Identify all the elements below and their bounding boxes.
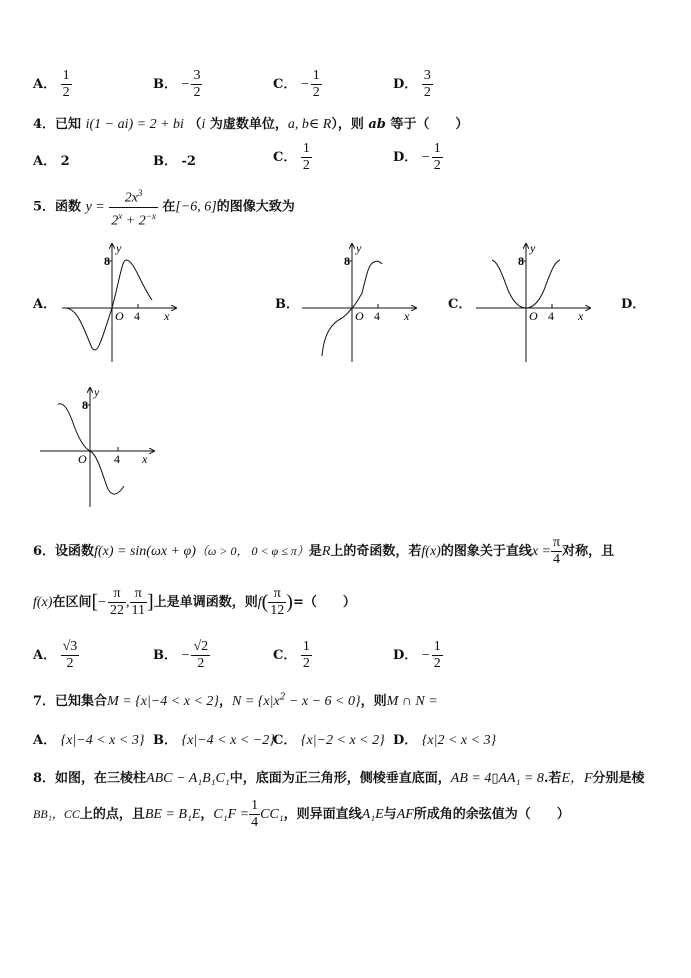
question-4-stem: 4．已知 i(1 − ai) = 2 + bi （i 为虚数单位，a, b∈ R），则 ab 等于（ ） <box>33 117 469 132</box>
svg-text:O: O <box>355 309 364 323</box>
svg-text:x: x <box>404 309 410 323</box>
q7-option-a: A． {x|−4 < x < 3} <box>33 733 145 748</box>
fraction: $\frac{1}{2}$ <box>302 639 310 671</box>
fraction: $\frac{\pi}{22}$ <box>110 586 125 618</box>
svg-text:y: y <box>356 241 362 255</box>
q3-option-d <box>393 68 433 101</box>
fraction: $\frac{1}{2}$ <box>433 141 441 173</box>
svg-text:O: O <box>529 309 538 323</box>
q6-option-c: C． $\frac{1}{2}$ <box>273 639 310 671</box>
q6-option-d: D． − $\frac{1}{2}$ <box>393 639 441 671</box>
question-6-stem-line2: f(x)在区间[− $\frac{\pi}{22}$ , $\frac{\pi}{11}$ ]上是单调函数，则f( $\frac{\pi}{12}$ )=（ ） <box>33 586 356 618</box>
q4-option-a: A． 2 <box>33 154 70 169</box>
q5-label-c: C． <box>448 297 472 312</box>
graph-c <box>474 238 599 366</box>
svg-text:y: y <box>530 241 536 255</box>
graph-a <box>60 238 185 366</box>
question-6-stem-line1: 6．设函数f(x) = sin(ωx + φ)（ω > 0， 0 < φ ≤ π）是R上的奇函数，若f(x)的图象关于直线x = $\frac{\pi}{4}$ 对称，且 <box>33 535 615 567</box>
svg-text:y: y <box>94 385 100 399</box>
curve <box>65 260 152 350</box>
svg-text:x: x <box>164 309 170 323</box>
svg-text:4: 4 <box>134 309 140 323</box>
q4-option-c: C． $\frac{1}{2}$ <box>273 141 310 173</box>
q4-option-d: D． − $\frac{1}{2}$ <box>393 141 441 173</box>
fraction: $\frac{√2}{2}$ <box>193 639 209 671</box>
svg-text:8: 8 <box>518 254 524 268</box>
svg-text:4: 4 <box>374 309 380 323</box>
svg-text:O: O <box>115 309 124 323</box>
fraction: $\frac{1}{2}$ <box>62 68 70 100</box>
fraction: $\frac{\pi}{4}$ <box>553 535 561 567</box>
svg-text:y: y <box>116 241 122 255</box>
fraction: $\frac{√3}{2}$ <box>62 639 78 671</box>
q3-option-a <box>33 68 72 101</box>
question-8-stem-line2: BB₁，CC上的点，且BE = B₁E，C₁F = $\frac{1}{4}$ CC₁，则异面直线A₁E与AF所成角的余弦值为（ ） <box>33 798 570 830</box>
svg-text:x: x <box>578 309 584 323</box>
svg-text:O: O <box>78 452 87 466</box>
fraction: $\frac{1}{2}$ <box>433 639 441 671</box>
option-label: C． <box>273 77 297 92</box>
q7-option-c: C． {x|−2 < x < 2} <box>273 733 385 748</box>
equation: i(1 − ai) = 2 + bi <box>85 117 184 132</box>
option-label: B． <box>153 77 177 92</box>
fraction: $\frac{3}{2}$ <box>193 68 201 100</box>
q3-option-c: C． − $\frac{1}{2}$ <box>273 68 320 100</box>
fraction: $\frac{1}{2}$ <box>312 68 320 100</box>
fraction: $\frac{1}{2}$ <box>302 141 310 173</box>
function-fraction: $\frac{2x^3}{2^x + 2^{-x}}$ <box>109 185 158 229</box>
q5-label-d: D． <box>621 297 646 312</box>
fraction: $\frac{1}{4}$ <box>251 798 259 830</box>
q4-option-b: B． -2 <box>153 154 196 169</box>
curve <box>58 404 124 494</box>
option-label: D． <box>393 77 418 92</box>
svg-text:x: x <box>142 452 148 466</box>
question-7-stem: 7．已知集合M = {x|−4 < x < 2}，$N = \{x|x^2 - x - 6 < 0\}$，则M ∩ N = <box>33 692 438 709</box>
fraction: $\frac{\pi}{11}$ <box>131 586 146 618</box>
svg-text:4: 4 <box>548 309 554 323</box>
svg-text:4: 4 <box>114 452 120 466</box>
q5-label-a: A． <box>33 297 57 312</box>
svg-text:8: 8 <box>104 254 110 268</box>
option-label: A． <box>33 77 57 92</box>
graph-b <box>300 238 425 366</box>
q6-option-a: A． $\frac{√3}{2}$ <box>33 639 78 671</box>
q6-option-b: B． − $\frac{√2}{2}$ <box>153 639 209 671</box>
svg-text:8: 8 <box>344 254 350 268</box>
fraction: $\frac{3}{2}$ <box>423 68 431 100</box>
svg-text:8: 8 <box>82 398 88 412</box>
graph-d <box>38 382 163 512</box>
question-5-stem: 5．函数 y = $\frac{2x^3}{2^x + 2^{-x}}$ 在[−6, 6]的图像大致为 <box>33 185 295 229</box>
q7-option-b: B． {x|−4 < x < −2} <box>153 733 275 748</box>
q3-option-b: B． − $\frac{3}{2}$ <box>153 68 201 100</box>
question-8-stem-line1: 8．如图，在三棱柱ABC − A₁B₁C₁中，底面为正三角形，侧棱垂直底面，AB = 4▯AA₁ = 8.若E，F分别是棱 <box>33 771 645 786</box>
q7-option-d: D． {x|2 < x < 3} <box>393 733 497 748</box>
fraction: $\frac{\pi}{12}$ <box>270 586 285 618</box>
q5-label-b: B． <box>275 297 299 312</box>
